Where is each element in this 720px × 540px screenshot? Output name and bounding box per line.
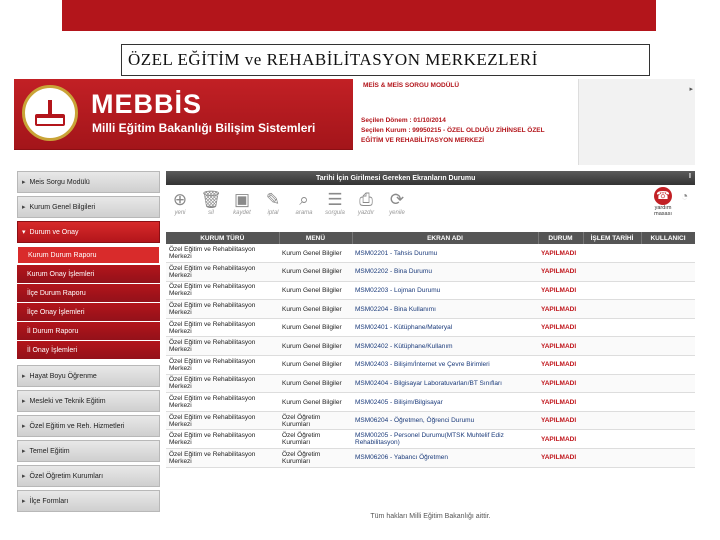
toolbar-label: sorgula — [325, 210, 345, 216]
cell-kullanici — [641, 430, 695, 449]
brand-name: MEBBİS — [91, 89, 203, 119]
institution-name-cont: EĞİTİM VE REHABİLİTASYON MERKEZİ — [361, 137, 485, 144]
cell-ekran: MSM02403 - Bilişim/İnternet ve Çevre Birimleri — [352, 356, 538, 375]
table-body — [166, 244, 695, 467]
headset-icon: ☎ — [654, 187, 672, 205]
kaydet-button[interactable] — [228, 190, 256, 216]
brand-header — [14, 79, 353, 150]
cell-menu: Kurum Genel Bilgiler — [279, 393, 352, 412]
toolbar-label: arama — [295, 210, 313, 216]
cell-islem-tarihi — [583, 411, 641, 430]
cell-ekran: MSM02202 - Bina Durumu — [352, 263, 538, 282]
toolbar-label: sil — [208, 210, 214, 216]
cell-menu: Kurum Genel Bilgiler — [279, 374, 352, 393]
menu-item-label: Meis Sorgu Modülü — [29, 178, 90, 186]
cell-menu: Kurum Genel Bilgiler — [279, 337, 352, 356]
cell-durum: YAPILMADI — [538, 356, 583, 375]
toolbar-label: yeni — [174, 210, 186, 216]
cell-menu: Kurum Genel Bilgiler — [279, 244, 352, 263]
refresh-icon: ⟳ — [389, 190, 405, 209]
sidebar-item-durum-onay[interactable] — [17, 221, 160, 243]
sidebar-item[interactable] — [17, 465, 160, 487]
trash-icon: 🗑 — [200, 190, 222, 209]
menu-item-label: Özel Eğitim ve Reh. Hizmetleri — [29, 422, 125, 430]
cell-kullanici — [641, 411, 695, 430]
cell-kullanici — [641, 318, 695, 337]
cell-kurum: Özel Eğitim ve Rehabilitasyon Merkezi — [166, 300, 279, 319]
cell-islem-tarihi — [583, 263, 641, 282]
cell-durum: YAPILMADI — [538, 318, 583, 337]
expand-icon[interactable]: ▸ — [689, 86, 693, 93]
main-heading-text: Tarihi İçin Girilmesi Gereken Ekranların Durumu — [316, 174, 476, 182]
submenu-item[interactable]: İl Durum Raporu — [17, 322, 160, 340]
sorgula-button[interactable] — [321, 190, 349, 216]
table-row[interactable] — [166, 263, 695, 282]
cell-islem-tarihi — [583, 281, 641, 300]
cell-menu: Kurum Genel Bilgiler — [279, 281, 352, 300]
table-row[interactable] — [166, 356, 695, 375]
submenu-item[interactable]: Kurum Onay İşlemleri — [17, 265, 160, 283]
cell-ekran: MSM02402 - Kütüphane/Kullanım — [352, 337, 538, 356]
menu-item-label: Özel Öğretim Kurumları — [29, 472, 104, 480]
cell-kullanici — [641, 337, 695, 356]
table-row[interactable] — [166, 281, 695, 300]
submenu-item[interactable]: İlçe Onay İşlemleri — [17, 303, 160, 321]
sidebar-item[interactable] — [17, 440, 160, 462]
meb-logo-icon — [22, 85, 78, 141]
menu-item-label: İlçe Formları — [29, 497, 69, 505]
table-row[interactable] — [166, 374, 695, 393]
cell-ekran: MSM06206 - Yabancı Öğretmen — [352, 449, 538, 468]
yazdır-button[interactable] — [352, 190, 380, 216]
brand-subtitle: Milli Eğitim Bakanlığı Bilişim Sistemleri — [92, 121, 316, 135]
cell-islem-tarihi — [583, 356, 641, 375]
table-row[interactable] — [166, 244, 695, 263]
yeni-button[interactable] — [166, 190, 194, 216]
selected-period: Seçilen Dönem : 01/10/2014 — [361, 117, 446, 124]
chevron-right-icon: ▸ — [22, 204, 26, 211]
cell-ekran: MSM02401 - Kütüphane/Materyal — [352, 318, 538, 337]
menu-item-label: Mesleki ve Teknik Eğitim — [29, 397, 106, 405]
toolbar-label: iptal — [267, 210, 279, 216]
sidebar-item[interactable] — [17, 490, 160, 512]
cell-durum: YAPILMADI — [538, 337, 583, 356]
sidebar-menu — [17, 171, 160, 515]
cell-ekran: MSM02405 - Bilişim/Bilgisayar — [352, 393, 538, 412]
status-table — [166, 232, 695, 468]
table-row[interactable] — [166, 393, 695, 412]
cell-kullanici — [641, 300, 695, 319]
cell-kullanici — [641, 374, 695, 393]
column-header[interactable]: DURUM — [538, 232, 583, 244]
cell-durum: YAPILMADI — [538, 411, 583, 430]
cell-durum: YAPILMADI — [538, 300, 583, 319]
cell-islem-tarihi — [583, 449, 641, 468]
session-info — [353, 79, 578, 150]
chevron-right-icon: ▾ — [22, 229, 26, 236]
cell-ekran: MSM00205 - Personel Durumu(MTSK Muhtelif Ediz Rehabilitasyon) — [352, 430, 538, 449]
cell-menu: Kurum Genel Bilgiler — [279, 356, 352, 375]
mebbis-screen — [14, 79, 695, 526]
cell-islem-tarihi — [583, 374, 641, 393]
plus-icon: ⊕ — [172, 190, 188, 209]
cell-kurum: Özel Eğitim ve Rehabilitasyon Merkezi — [166, 337, 279, 356]
cell-durum: YAPILMADI — [538, 374, 583, 393]
cell-durum: YAPILMADI — [538, 263, 583, 282]
menu-item-label: Kurum Genel Bilgileri — [29, 203, 96, 211]
table-row[interactable] — [166, 337, 695, 356]
column-header[interactable]: EKRAN ADI — [352, 232, 538, 244]
chevron-right-icon: ▸ — [22, 498, 26, 505]
cell-ekran: MSM02204 - Bina Kullanımı — [352, 300, 538, 319]
table-header — [166, 232, 695, 244]
chevron-right-icon: ▸ — [22, 473, 26, 480]
toolbar-label: yenile — [389, 210, 405, 216]
pencil-icon: ✎ — [265, 190, 281, 209]
cell-menu: Kurum Genel Bilgiler — [279, 318, 352, 337]
sidebar-item[interactable] — [17, 196, 160, 218]
cell-kurum: Özel Eğitim ve Rehabilitasyon Merkezi — [166, 430, 279, 449]
print-icon: ⎙ — [359, 190, 373, 209]
sidebar-item[interactable] — [17, 365, 160, 387]
toolbar-label: yazdır — [357, 210, 375, 216]
table-row[interactable] — [166, 411, 695, 430]
main-heading — [166, 171, 695, 185]
toolbar-label: kaydet — [233, 210, 251, 216]
column-header[interactable]: KURUM TÜRÜ — [166, 232, 279, 244]
cell-kurum: Özel Eğitim ve Rehabilitasyon Merkezi — [166, 356, 279, 375]
chevron-right-icon: ▸ — [22, 398, 26, 405]
cell-menu: Kurum Genel Bilgiler — [279, 263, 352, 282]
cell-menu: Özel Öğretim Kurumları — [279, 430, 352, 449]
cell-kurum: Özel Eğitim ve Rehabilitasyon Merkezi — [166, 318, 279, 337]
cell-islem-tarihi — [583, 430, 641, 449]
footer-copyright: Tüm hakları Milli Eğitim Bakanlığı aittir. — [370, 513, 491, 520]
column-header[interactable]: İŞLEM TARİHİ — [583, 232, 641, 244]
cell-kurum: Özel Eğitim ve Rehabilitasyon Merkezi — [166, 449, 279, 468]
table-row[interactable] — [166, 318, 695, 337]
cell-islem-tarihi — [583, 300, 641, 319]
cell-durum: YAPILMADI — [538, 449, 583, 468]
cell-durum: YAPILMADI — [538, 281, 583, 300]
arama-button[interactable] — [290, 190, 318, 216]
submenu-item[interactable]: İl Onay İşlemleri — [17, 341, 160, 359]
chevron-right-icon: ▸ — [22, 179, 26, 186]
cell-ekran: MSM02404 - Bilgisayar Laboratuvarları/BT Sınıfları — [352, 374, 538, 393]
sil-button[interactable] — [197, 190, 225, 216]
cell-ekran: MSM02203 - Lojman Durumu — [352, 281, 538, 300]
cell-kurum: Özel Eğitim ve Rehabilitasyon Merkezi — [166, 411, 279, 430]
cell-ekran: MSM02201 - Tahsis Durumu — [352, 244, 538, 263]
cell-islem-tarihi — [583, 393, 641, 412]
slide-title: ÖZEL EĞİTİM ve REHABİLİTASYON MERKEZLERİ — [121, 44, 650, 76]
yenile-button[interactable] — [383, 190, 411, 216]
cell-kurum: Özel Eğitim ve Rehabilitasyon Merkezi — [166, 263, 279, 282]
cell-durum: YAPILMADI — [538, 244, 583, 263]
heading-marker: I — [689, 173, 691, 180]
cell-islem-tarihi — [583, 244, 641, 263]
search-icon: ⌕ — [299, 190, 309, 209]
list-icon: ☰ — [327, 190, 343, 209]
cell-menu: Özel Öğretim Kurumları — [279, 411, 352, 430]
cell-kurum: Özel Eğitim ve Rehabilitasyon Merkezi — [166, 393, 279, 412]
menu-item-label: Durum ve Onay — [29, 228, 79, 236]
cell-menu: Kurum Genel Bilgiler — [279, 300, 352, 319]
help-desk-button[interactable] — [649, 187, 677, 217]
cell-menu: Özel Öğretim Kurumları — [279, 449, 352, 468]
submenu — [17, 243, 160, 362]
cell-durum: YAPILMADI — [538, 393, 583, 412]
table-row[interactable] — [166, 449, 695, 468]
chevron-right-icon: ▸ — [22, 423, 26, 430]
cell-durum: YAPILMADI — [538, 430, 583, 449]
iptal-button[interactable] — [259, 190, 287, 216]
cell-kullanici — [641, 244, 695, 263]
submenu-item[interactable]: Kurum Durum Raporu — [17, 246, 160, 264]
table-row[interactable] — [166, 300, 695, 319]
sidebar-item[interactable] — [17, 415, 160, 437]
submenu-item[interactable]: İlçe Durum Raporu — [17, 284, 160, 302]
save-icon: ▣ — [233, 190, 251, 209]
cell-kurum: Özel Eğitim ve Rehabilitasyon Merkezi — [166, 281, 279, 300]
cell-islem-tarihi — [583, 337, 641, 356]
column-header[interactable]: MENÜ — [279, 232, 352, 244]
cell-kullanici — [641, 281, 695, 300]
sidebar-item[interactable] — [17, 390, 160, 412]
help-desk-label: yardım masası — [654, 205, 672, 217]
chevron-right-icon: ▸ — [22, 373, 26, 380]
top-banner — [62, 0, 656, 31]
cell-kullanici — [641, 449, 695, 468]
cell-kullanici — [641, 263, 695, 282]
cell-kurum: Özel Eğitim ve Rehabilitasyon Merkezi — [166, 244, 279, 263]
toolbar — [166, 187, 695, 225]
info-icon[interactable]: ◔ — [681, 189, 689, 203]
column-header[interactable]: KULLANICI — [641, 232, 695, 244]
table-row[interactable] — [166, 430, 695, 449]
cell-kurum: Özel Eğitim ve Rehabilitasyon Merkezi — [166, 374, 279, 393]
sidebar-item[interactable] — [17, 171, 160, 193]
selected-institution: Seçilen Kurum : 99950215 - ÖZEL OLDUĞU ZİHİNSEL ÖZEL — [361, 127, 545, 134]
cell-ekran: MSM06204 - Öğretmen, Öğrenci Durumu — [352, 411, 538, 430]
cell-kullanici — [641, 356, 695, 375]
user-panel — [578, 79, 695, 165]
cell-kullanici — [641, 393, 695, 412]
chevron-right-icon: ▸ — [22, 448, 26, 455]
menu-item-label: Temel Eğitim — [29, 447, 70, 455]
module-title: MEİS & MEİS SORGU MODÜLÜ — [363, 82, 460, 89]
menu-item-label: Hayat Boyu Öğrenme — [29, 372, 97, 380]
cell-islem-tarihi — [583, 318, 641, 337]
main-content — [166, 171, 695, 468]
